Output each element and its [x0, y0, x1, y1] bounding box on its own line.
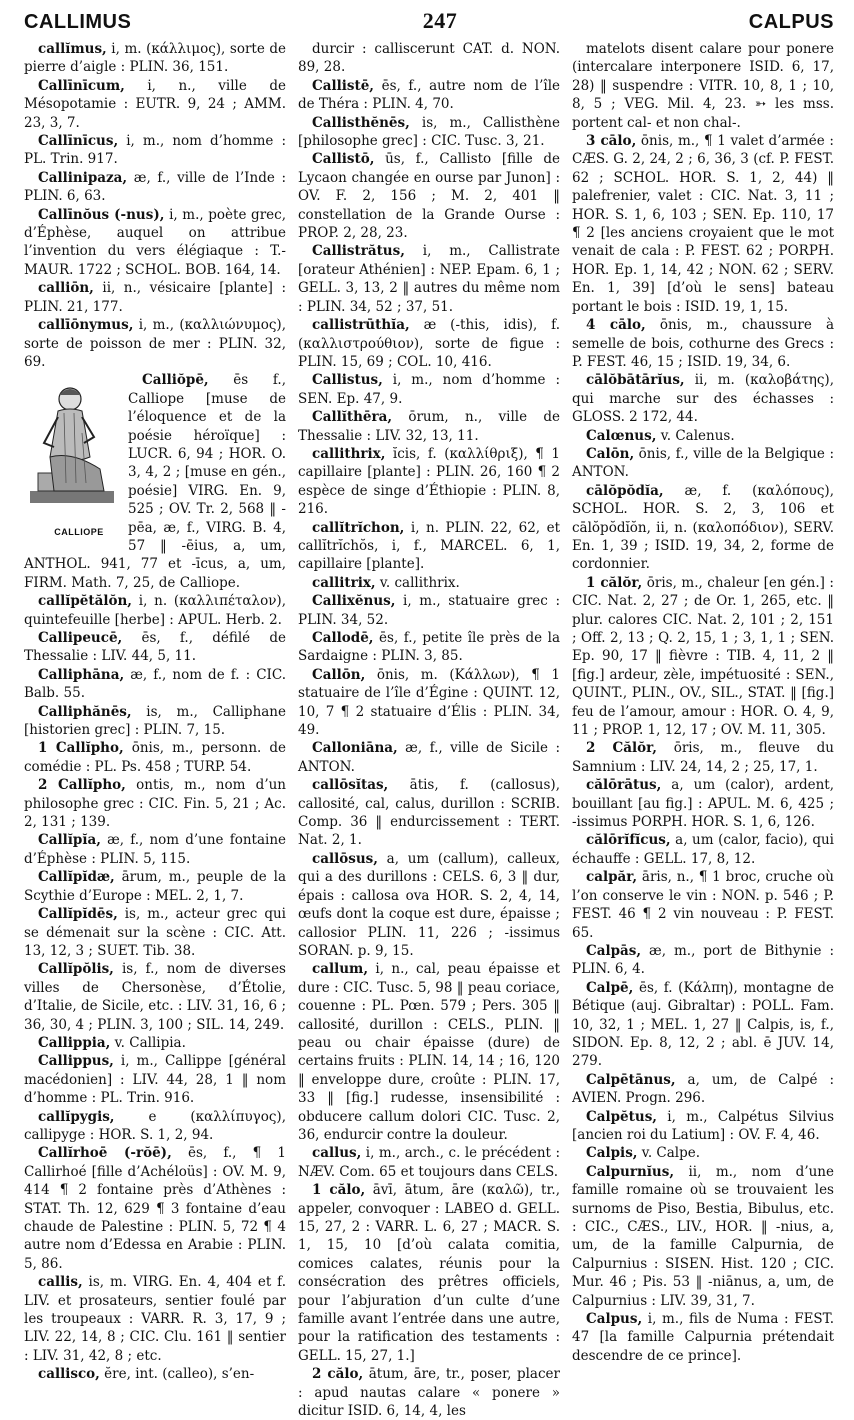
column-right [572, 40, 834, 1420]
dictionary-entry [298, 960, 560, 1144]
dictionary-entry [298, 150, 560, 242]
entry-definition: i, m., statuaire grec : PLIN. 34, 52. [298, 593, 560, 628]
entry-definition: ēs f., Calliope [muse de l’éloquence et de la poésie héroïque] : LUCR. 6, 94 ; HOR. O. 3, 4, 2 ; [muse en gén., poésie] VIRG. En. 9, 525 ; OV. Tr. 2, 568 ‖ -pēa, æ, f., VIRG. B. 4, 57 ‖ -ēius, a, um, ANTHOL. 941, 77 et -īcus, a, um, FIRM. Math. 7, 25, de Calliope. [24, 372, 286, 591]
dictionary-entry [24, 1034, 286, 1052]
dictionary-entry [572, 942, 834, 979]
dictionary-entry [298, 371, 560, 408]
dictionary-entry [298, 242, 560, 316]
dictionary-entry [572, 316, 834, 371]
entry-headword: 3 cālo, [586, 133, 637, 150]
entry-headword: Calloniāna, [312, 740, 398, 757]
entry-headword: Callippus, [38, 1053, 114, 1070]
dictionary-entry [572, 1144, 834, 1162]
entry-headword: Calœnus, [586, 427, 657, 444]
entry-headword: Callodē, [312, 630, 374, 646]
dictionary-entry [298, 666, 560, 740]
entry-definition: ēs, f., autre nom de l’île de Théra : PLIN. 4, 70. [298, 77, 560, 113]
entry-definition: ōrum, n., ville de Thessalie : LIV. 32, 13, 11. [298, 409, 560, 444]
entry-headword: călōrĭfĭcus, [586, 832, 671, 849]
entry-definition: æ, f., nom d’une fontaine d’Éphèse : PLIN. 5, 115. [24, 832, 286, 867]
entry-definition: e (καλλίπυγος), callipyge : HOR. S. 1, 2, 94. [24, 1108, 286, 1143]
dictionary-entry [572, 574, 834, 740]
dictionary-entry [298, 77, 560, 114]
entry-headword: Callīnīcum, [38, 77, 125, 94]
entry-definition: ōnis, f., ville de la Belgique : ANTON. [572, 445, 834, 481]
dictionary-entry [572, 371, 834, 426]
entry-definition: ĕre, int. (calleo), s’en- [99, 1366, 255, 1383]
dictionary-entry [572, 979, 834, 1071]
dictionary-entry [572, 1108, 834, 1145]
entry-definition: æ, f., ville de l’Inde : PLIN. 6, 63. [24, 169, 286, 205]
entry-definition: i, m., nom d’homme : PL. Trin. 917. [24, 133, 286, 168]
entry-headword: callum, [312, 961, 369, 978]
entry-headword: callisco, [38, 1366, 100, 1383]
entry-definition: durcir : calliscerunt CAT. d. NON. 89, 28. [298, 41, 560, 76]
entry-definition: ii, n., vésicaire [plante] : PLIN. 21, 177. [24, 280, 286, 315]
entry-definition: æ, m., port de Bithynie : PLIN. 6, 4. [572, 942, 834, 978]
entry-definition: i, m., Calpétus Silvius [ancien roi du Latium] : OV. F. 4, 46. [572, 1108, 834, 1143]
entry-definition: is, f., nom de diverses villes de Chersonèse, d’Étolie, d’Italie, de Sicile, etc. : LIV. 31, 16, 6 ; 36, 30, 4 ; PLIN. 3, 100 ; SIL. 14, 249. [24, 961, 286, 1033]
entry-definition: ēs, f., ¶ 1 Callirhoé [fille d’Achéloüs] : OV. M. 9, 414 ¶ 2 fontaine près d’Athènes : STAT. Th. 12, 629 ¶ 3 fontaine d’eau chaude de Palestine : PLIN. 5, 72 ¶ 4 autre nom d’Edessa en Arabie : PLIN. 5, 86. [24, 1145, 286, 1272]
entry-headword: 2 călo, [312, 1366, 364, 1383]
dictionary-entry [298, 445, 560, 519]
dictionary-entry [298, 519, 560, 574]
entry-headword: Calliphāna, [38, 666, 125, 683]
entry-headword: 1 călŏr, [586, 574, 643, 591]
dictionary-entry [24, 371, 286, 592]
dictionary-entry [572, 445, 834, 482]
dictionary-entry [298, 574, 560, 592]
entry-definition: i, m. (κάλλιμος), sorte de pierre d’aigle : PLIN. 36, 151. [24, 41, 286, 76]
entry-definition: a, um (calor), ardent, bouillant [au fig.] : APUL. M. 6, 425 ; -issimus PORPH. HOR. S. 1, 6, 126. [572, 777, 834, 831]
entry-definition: āris, n., ¶ 1 broc, cruche où l’on conserve le vin : NON. p. 546 ; P. FEST. 46 ¶ 2 vin nouveau : P. FEST. 65. [572, 869, 834, 941]
entry-headword: Callīnŏus (-nus), [38, 206, 165, 223]
entry-headword: călōrātus, [586, 777, 662, 794]
dictionary-entry [572, 1163, 834, 1310]
entry-headword: Callistus, [312, 372, 383, 389]
dictionary-entry [24, 739, 286, 776]
entry-headword: Callistrătus, [312, 243, 405, 260]
column-left [24, 40, 286, 1420]
entry-definition: a, um (callum), calleux, qui a des durillons : CELS. 6, 3 ‖ dur, épais : callosa ova HOR. S. 2, 4, 14, œufs dont la coque est dure, épaisse ; callosior PLIN. 11, 226 ; -issimus SORAN. p. 9, 15. [298, 850, 560, 959]
entry-headword: Callistē, [312, 77, 375, 94]
page-number: 247 [422, 8, 458, 33]
entry-headword: Calpĕtus, [586, 1108, 658, 1125]
entry-headword: calpăr, [586, 869, 638, 886]
entry-headword: calliōn, [38, 280, 94, 297]
entry-headword: Callĭpĭdæ, [38, 869, 115, 886]
dictionary-entry [24, 279, 286, 316]
entry-headword: Callinipaza, [38, 169, 128, 186]
entry-definition: ēs, f. (Κάλπη), montagne de Bétique (auj. Gibraltar) : POLL. Fam. 10, 32, 1 ; MEL. 1, 27 ‖ Calpis, is, f., SIDON. Ep. 8, 12, 2 ; abl. ē JUV. 14, 279. [572, 979, 834, 1070]
entry-headword: Callippia, [38, 1034, 111, 1051]
dictionary-entry [24, 40, 286, 77]
entry-headword: Calōn, [586, 445, 635, 462]
entry-headword: Callĭrhoē (-rŏē), [38, 1145, 172, 1162]
dictionary-entry [24, 592, 286, 629]
entry-definition: i, m., arch., c. le précédent : NÆV. Com. 65 et toujours dans CELS. [298, 1145, 560, 1180]
entry-definition: ōris, m., chaleur [en gén.] : CIC. Nat. 2, 27 ; de Or. 1, 265, etc. ‖ plur. calores CIC. Nat. 2, 101 ; 2, 151 ; Off. 2, 13 ; Q. 2, 15, 1 ; 3, 1, 1 ; SEN. Ep. 90, 17 ‖ fièvre : TIB. 4, 11, 2 ‖ [fig.] ardeur, zèle, impétuosité : SEN., QUINT., PLIN., OV., SIL., STAT. ‖ [fig.] feu de l’amour, amour : HOR. O. 4, 9, 11 ; PROP. 1, 12, 17 ; OV. M. 11, 305. [572, 574, 834, 739]
entry-headword: Callistō, [312, 151, 375, 168]
dictionary-entry [24, 316, 286, 371]
entry-definition: ōnis, m., chaussure à semelle de bois, cothurne des Grecs : P. FEST. 46, 15 ; ISID. 19, 34, 6. [572, 317, 834, 370]
entry-definition: i, n. (καλλιπέταλον), quintefeuille [herbe] : APUL. Herb. 2. [24, 593, 286, 628]
dictionary-entry [572, 40, 834, 132]
dictionary-entry [572, 1310, 834, 1365]
entry-headword: callus, [312, 1145, 362, 1162]
entry-definition: æ, f., nom de f. : CIC. Balb. 55. [24, 666, 286, 702]
entry-definition: is, m., Calliphane [historien grec] : PLIN. 7, 15. [24, 703, 286, 739]
entry-definition: v. Callipia. [110, 1034, 186, 1051]
entry-headword: Callīnīcus, [38, 133, 119, 150]
entry-definition: i, n., ville de Mésopotamie : EUTR. 9, 24 ; AMM. 23, 3, 7. [24, 77, 286, 131]
entry-definition: ontis, m., nom d’un philosophe grec : CIC. Fin. 5, 21 ; Ac. 2, 131 ; 139. [24, 777, 286, 831]
entry-headword: Calpus, [586, 1311, 643, 1328]
entry-definition: i, m., fils de Numa : FEST. 47 [la famille Calpurnia prétendait descendre de ce prince]. [572, 1311, 834, 1364]
entry-definition: i, m., (καλλιώνυμος), sorte de poisson de mer : PLIN. 32, 69. [24, 317, 286, 370]
dictionary-entry [298, 1365, 560, 1420]
entry-headword: callitrix, [312, 574, 376, 591]
entry-headword: 2 Călŏr, [586, 740, 657, 757]
entry-headword: cālŏpŏdĭa, [586, 482, 664, 499]
entry-definition: æ, f., ville de Sicile : ANTON. [298, 740, 560, 775]
entry-headword: Calpās, [586, 942, 642, 959]
entry-definition: ōnis, m., personn. de comédie : PL. Ps. 458 ; TURP. 54. [24, 740, 286, 775]
entry-definition: v. Calenus. [656, 427, 735, 444]
entry-definition: is, m., Callisthène [philosophe grec] : CIC. Tusc. 3, 21. [298, 114, 560, 150]
dictionary-entry [24, 1273, 286, 1365]
dictionary-entry [298, 316, 560, 371]
entry-definition: ēs, f., défilé de Thessalie : LIV. 44, 5, 11. [24, 630, 286, 665]
entry-definition: i, n., cal, peau épaisse et dure : CIC. Tusc. 5, 98 ‖ peau coriace, couenne : PL. Pœn. 579 ; Pers. 305 ‖ callosité, durillon : CELS., PLIN. ‖ peau ou chair épaisse (dure) de certains fruits : PLIN. 14, 14 ; 16, 120 ‖ enveloppe dure, croûte : PLIN. 17, 33 ‖ [fig.] rudesse, insensibilité : obducere callum dolori CIC. Tusc. 2, 36, endurcir contre la douleur. [298, 961, 560, 1143]
entry-headword: Callipeucē, [38, 630, 123, 646]
entry-definition: ōris, m., fleuve du Samnium : LIV. 24, 14, 2 ; 25, 17, 1. [572, 740, 834, 775]
entry-definition: a, um, de Calpé : AVIEN. Progn. 296. [572, 1071, 834, 1107]
entry-definition: ārum, m., peuple de la Scythie d’Europe : MEL. 2, 1, 7. [24, 869, 286, 904]
dictionary-entry [24, 666, 286, 703]
dictionary-entry [572, 739, 834, 776]
dictionary-entry [24, 1144, 286, 1273]
entry-headword: Calpis, [586, 1145, 638, 1162]
entry-headword: Calpē, [586, 979, 634, 996]
entry-headword: callis, [38, 1274, 83, 1291]
dictionary-entry [572, 132, 834, 316]
column-middle [298, 40, 560, 1420]
dictionary-entry [298, 1144, 560, 1181]
entry-definition: ēs, f., petite île près de la Sardaigne : PLIN. 3, 85. [298, 630, 560, 665]
entry-headword: Callixĕnus, [312, 593, 396, 610]
entry-headword: 4 cālo, [586, 317, 646, 334]
entry-definition: is, m. VIRG. En. 4, 404 et f. LIV. et prosateurs, sentier foulé par les troupeaux : VARR. R. 3, 17, 9 ; LIV. 22, 14, 8 ; CIC. Clu. 161 ‖ sentier : LIV. 31, 42, 8 ; etc. [24, 1274, 286, 1364]
entry-definition: i, m., poète grec, d’Éphèse, auquel on attribue l’invention du vers élégiaque : T.-MAUR. 1722 ; SCHOL. BOB. 164, 14. [24, 206, 286, 278]
entry-headword: Callĭpĭdēs, [38, 906, 118, 923]
dictionary-entry [24, 1108, 286, 1145]
entry-headword: callĭpĕtălŏn, [38, 593, 133, 610]
entry-definition: ii, m. (καλοβάτης), qui marche sur des échasses : GLOSS. 2 172, 44. [572, 372, 834, 426]
entry-headword: callĭpygis, [38, 1108, 115, 1125]
entry-headword: 1 călo, [312, 1182, 366, 1199]
dictionary-entry [572, 831, 834, 868]
entry-definition: a, um (calor, facio), qui échauffe : GELL. 17, 8, 12. [572, 832, 834, 867]
entry-headword: callīōnymus, [38, 317, 134, 334]
entry-headword: callĭmus, [38, 41, 107, 57]
entry-definition: i, m., nom d’homme : SEN. Ep. 47, 9. [298, 372, 560, 407]
dictionary-entry [24, 831, 286, 868]
entry-definition: i, n. PLIN. 22, 62, et callĭtrĭchŏs, i, f., MARCEL. 6, 1, capillaire [plante]. [298, 519, 560, 573]
entry-definition: ātis, f. (callosus), callosité, cal, calus, durillon : SCRIB. Comp. 36 ‖ endurcissement : TERT. Nat. 2, 1. [298, 777, 560, 849]
entry-definition: i, m., Callistrate [orateur Athénien] : NEP. Epam. 6, 1 ; GELL. 3, 13, 2 ‖ autres du même nom : PLIN. 34, 52 ; 37, 51. [298, 243, 560, 315]
dictionary-entry [298, 40, 560, 77]
entry-definition: ōnis, m. (Κάλλων), ¶ 1 statuaire de l’île d’Égine : QUINT. 12, 10, 7 ¶ 2 statuaire d’Élis : PLIN. 34, 49. [298, 666, 560, 739]
entry-headword: callōsĭtas, [312, 777, 389, 794]
dictionary-entry [298, 408, 560, 445]
entry-definition: v. callithrix. [375, 574, 460, 591]
dictionary-entry [572, 776, 834, 831]
entry-headword: Calpētānus, [586, 1071, 676, 1088]
entry-headword: 1 Callĭpho, [38, 740, 124, 757]
entry-definition: æ, f. (καλόπους), SCHOL. HOR. S. 2, 3, 106 et cālŏpŏdĭŏn, ii, n. (καλοπόδιον), SERV. En. 1, 39 ; ISID. 19, 34, 2, forme de cordonnier. [572, 482, 834, 573]
header-last-word: CALPUS [748, 11, 834, 33]
entry-headword: callithrix, [312, 445, 386, 462]
dictionary-entry [298, 1181, 560, 1365]
header-first-word: CALLIMUS [24, 11, 132, 33]
dictionary-entry [24, 868, 286, 905]
dictionary-entry [298, 114, 560, 151]
entry-headword: Calliphănēs, [38, 703, 132, 720]
running-header [24, 8, 834, 40]
entry-headword: callistrūthĭa, [312, 317, 410, 334]
dictionary-entry [298, 629, 560, 666]
entry-definition: āvī, ātum, āre (καλῶ), tr., appeler, convoquer : LABEO d. GELL. 15, 27, 2 : VARR. L. 6, 27 ; MACR. S. 1, 15, 10 [d’où calata comitia, comices calates, réunis pour la consécration des prêtres officiels, pour l’abjuration d’un culte d’une famille avant l’entrée dans une autre, pour la ratification des testaments : GELL. 15, 27, 1.] [298, 1182, 560, 1364]
entry-headword: Callĭpĭa, [38, 832, 101, 849]
entry-definition: ōnis, m., ¶ 1 valet d’armée : CÆS. G. 2, 24, 2 ; 6, 36, 3 (cf. P. FEST. 62 ; SCHOL. HOR. S. 1, 2, 44) ‖ palefrenier, valet : CIC. Nat. 3, 11 ; HOR. S. 1, 6, 103 ; SEN. Ep. 110, 17 ¶ 2 [les anciens croyaient que le mot venait de cala : P. FEST. 62 ; PORPH. HOR. Ep. 1, 14, 42 ; NON. 62 ; SERV. En. 1, 39] [d’où le sens] bateau portant le bois : ISID. 19, 1, 15. [572, 133, 834, 315]
entry-headword: callĭtrĭchon, [312, 519, 405, 536]
dictionary-entry [298, 850, 560, 960]
entry-headword: Callĭpŏlis, [38, 961, 114, 978]
entry-definition: ii, m., nom d’une famille romaine où se trouvaient les surnoms de Piso, Bestia, Bibulus, etc. : CIC., CÆS., LIV., HOR. ‖ -nius, a, um, de la famille Calpurnia, de Calpurnius : SISEN. Hist. 120 ; CIC. Mur. 46 ; Pis. 53 ‖ -niānus, a, um, de Calpurnius : LIV. 39, 31, 7. [572, 1163, 834, 1309]
dictionary-entry [24, 132, 286, 169]
dictionary-entry [24, 1052, 286, 1107]
entry-definition: matelots disent calare pour ponere (intercalare interponere ISID. 6, 17, 28) ‖ suspendre : VITR. 10, 8, 1 ; 10, 8, 5 ; VEG. Mil. 4, 23. ➳ les mss. portent cal- et non chal-. [572, 41, 834, 131]
entry-headword: callōsus, [312, 850, 378, 867]
calliope-illustration [24, 373, 120, 541]
dictionary-entry [572, 868, 834, 942]
entry-headword: Calliŏpē, [142, 372, 209, 389]
dictionary-entry [24, 1365, 286, 1383]
dictionary-entry [24, 960, 286, 1034]
entry-headword: Calpurnĭus, [586, 1163, 675, 1180]
entry-definition: ātum, āre, tr., poser, placer : apud nautas calare « ponere » dicitur ISID. 6, 14, 4, les [298, 1366, 560, 1420]
dictionary-entry [298, 592, 560, 629]
entry-definition: ĭcis, f. (καλλίθριξ), ¶ 1 capillaire [plante] : PLIN. 26, 160 ¶ 2 espèce de singe d’Éthiopie : PLIN. 8, 216. [298, 445, 560, 518]
dictionary-entry [572, 482, 834, 574]
dictionary-entry [24, 905, 286, 960]
dictionary-entry [298, 739, 560, 776]
entry-headword: cālŏbātārĭus, [586, 372, 685, 389]
dictionary-entry [24, 629, 286, 666]
entry-definition: is, m., acteur grec qui se démenait sur la scène : CIC. Att. 13, 12, 3 ; SUET. Tib. 38. [24, 906, 286, 959]
entry-headword: 2 Callĭpho, [38, 777, 126, 794]
entry-definition: v. Calpe. [637, 1145, 701, 1162]
dictionary-entry [24, 703, 286, 740]
text-columns [24, 40, 834, 1420]
dictionary-entry [24, 776, 286, 831]
dictionary-entry [572, 1071, 834, 1108]
entry-headword: Callōn, [312, 666, 366, 683]
entry-definition: i, m., Callippe [général macédonien] : LIV. 44, 28, 1 ‖ nom d’homme : PL. Trin. 916. [24, 1053, 286, 1107]
dictionary-entry [24, 206, 286, 280]
entry-headword: Callisthĕnēs, [312, 114, 410, 131]
dictionary-entry [24, 77, 286, 132]
entry-definition: ūs, f., Callisto [fille de Lycaon changée en ourse par Junon] : OV. F. 2, 156 ; M. 2, 401 ‖ constellation de la Grande Ourse : PROP. 2, 28, 23. [298, 151, 560, 242]
figure-caption: CALLIOPE [54, 527, 104, 538]
entry-definition: æ (-this, idis), f. (καλλιστρούθιον), sorte de figue : PLIN. 15, 69 ; COL. 10, 416. [298, 317, 560, 370]
dictionary-entry [298, 776, 560, 850]
dictionary-entry [24, 169, 286, 206]
dictionary-entry [572, 427, 834, 445]
entry-headword: Callĭthēra, [312, 409, 393, 426]
